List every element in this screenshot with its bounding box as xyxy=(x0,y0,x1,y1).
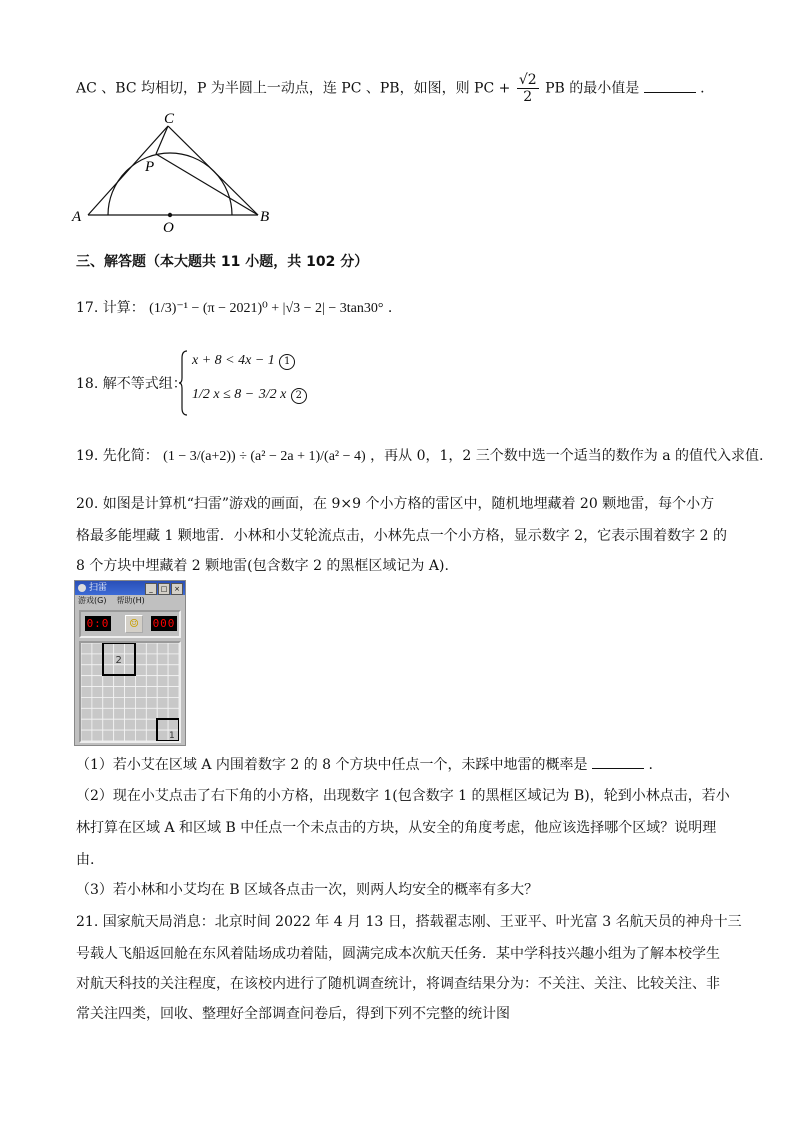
mine-cell[interactable] xyxy=(135,719,146,730)
mine-cell[interactable] xyxy=(135,730,146,741)
q19-prefix: 19. 先化简： xyxy=(76,448,159,464)
mine-cell[interactable] xyxy=(168,654,179,665)
mine-cell[interactable] xyxy=(146,654,157,665)
mine-cell[interactable] xyxy=(125,643,136,654)
q20-line-2: 格最多能埋藏 1 颗地雷．小林和小艾轮流点击，小林先点一个小方格，显示数字 2，它表示围着数字 2 的 xyxy=(76,528,727,544)
mine-cell[interactable] xyxy=(125,687,136,698)
q17-expression: (1/3)⁻¹ − (π − 2021)⁰ + |√3 − 2| − 3tan30° xyxy=(149,301,384,316)
mine-cell[interactable] xyxy=(92,708,103,719)
mine-cell[interactable] xyxy=(168,687,179,698)
q17-prefix: 17. 计算： xyxy=(76,300,145,316)
mine-cell[interactable] xyxy=(157,643,168,654)
mine-cell[interactable] xyxy=(168,719,179,730)
mine-cell[interactable] xyxy=(81,730,92,741)
q17-end: . xyxy=(387,300,393,316)
mine-cell[interactable] xyxy=(157,730,168,741)
q16-end: . xyxy=(700,80,705,97)
mine-cell[interactable] xyxy=(92,654,103,665)
mine-cell[interactable] xyxy=(81,719,92,730)
mine-cell[interactable] xyxy=(92,687,103,698)
q21-line-3: 对航天科技的关注程度，在该校内进行了随机调查统计，将调查结果分为：不关注、关注、比较关注、非 xyxy=(76,976,720,992)
mine-cell[interactable] xyxy=(157,697,168,708)
q20-line-3: 8 个方块中埋藏着 2 颗地雷(包含数字 2 的黑框区域记为 A). xyxy=(76,558,449,574)
mine-cell[interactable] xyxy=(157,654,168,665)
mine-cell[interactable] xyxy=(103,697,114,708)
smiley-reset-button[interactable]: ☺ xyxy=(125,615,143,633)
mine-cell[interactable] xyxy=(135,643,146,654)
timer-display: 000 xyxy=(152,617,176,630)
mine-cell[interactable] xyxy=(81,654,92,665)
mine-cell[interactable] xyxy=(125,654,136,665)
q18-inequality-2a: 1/2 x ≤ 8 − xyxy=(192,387,255,402)
cell-number-2: 2 xyxy=(115,655,122,666)
mine-cell[interactable] xyxy=(157,676,168,687)
mine-cell[interactable] xyxy=(114,719,125,730)
mine-cell[interactable] xyxy=(168,643,179,654)
window-buttons xyxy=(145,583,183,595)
center-o-dot xyxy=(168,213,172,217)
mine-cell[interactable] xyxy=(92,719,103,730)
q20-part-3: （3）若小林和小艾均在 B 区域各点击一次，则两人均安全的概率有多大？ xyxy=(76,882,539,898)
mine-cell[interactable] xyxy=(146,687,157,698)
q18-mark-1: 1 xyxy=(279,354,295,370)
label-b: B xyxy=(260,209,270,225)
mine-cell[interactable] xyxy=(135,687,146,698)
mine-cell[interactable] xyxy=(157,719,168,730)
q18-system xyxy=(178,350,308,418)
q21-line-4: 常关注四类，回收、整理好全部调查问卷后，得到下列不完整的统计图 xyxy=(76,1006,510,1022)
mine-cell[interactable] xyxy=(157,665,168,676)
side-ac xyxy=(88,126,168,215)
q20-part-2-line-3: 由. xyxy=(76,852,95,868)
cell-number-1: 1 xyxy=(169,731,175,741)
mine-cell[interactable] xyxy=(81,697,92,708)
mine-cell[interactable] xyxy=(103,719,114,730)
mine-cell[interactable] xyxy=(157,708,168,719)
mine-cell[interactable] xyxy=(103,730,114,741)
mine-cell[interactable] xyxy=(125,697,136,708)
q16-text-1: AC 、BC 均相切，P 为半圆上一动点，连 PC 、PB，如图，则 PC + xyxy=(76,80,511,97)
q18-brace xyxy=(178,350,188,416)
maximize-button[interactable]: □ xyxy=(158,583,170,595)
label-o: O xyxy=(163,220,174,233)
mine-cell[interactable] xyxy=(114,708,125,719)
mine-cell[interactable] xyxy=(92,676,103,687)
minesweeper-status-panel xyxy=(79,610,181,638)
mine-cell[interactable] xyxy=(103,654,114,665)
mine-cell[interactable] xyxy=(114,687,125,698)
q16-coef-den: 2 xyxy=(523,89,533,105)
segment-pc xyxy=(156,126,168,154)
mine-cell[interactable] xyxy=(81,676,92,687)
mine-cell[interactable] xyxy=(146,665,157,676)
q18-prefix: 18. 解不等式组： xyxy=(76,376,187,392)
mine-cell[interactable] xyxy=(146,697,157,708)
q18-mark-2: 2 xyxy=(291,388,307,404)
q16-coefficient xyxy=(517,72,539,105)
q20-part-1 xyxy=(76,754,653,775)
mine-cell[interactable] xyxy=(168,665,179,676)
mine-cell[interactable] xyxy=(114,730,125,741)
mine-cell[interactable] xyxy=(168,676,179,687)
mine-cell[interactable] xyxy=(135,654,146,665)
menu-game[interactable]: 游戏(G) xyxy=(78,596,107,605)
mine-cell[interactable] xyxy=(103,643,114,654)
q21-line-1: 21. 国家航天局消息：北京时间 2022 年 4 月 13 日，搭载翟志刚、王亚平、叶光富 3 名航天员的神舟十三 xyxy=(76,914,742,930)
q17 xyxy=(76,298,392,324)
mine-cell[interactable] xyxy=(135,665,146,676)
mine-cell[interactable] xyxy=(92,730,103,741)
section-3-heading: 三、解答题（本大题共 11 小题，共 102 分） xyxy=(76,254,369,270)
mine-cell[interactable] xyxy=(81,708,92,719)
mine-cell[interactable] xyxy=(146,643,157,654)
q20-line-1: 20. 如图是计算机“扫雷”游戏的画面，在 9×9 个小方格的雷区中，随机地埋藏着 20 颗地雷，每个小方 xyxy=(76,496,715,512)
mine-cell[interactable] xyxy=(146,708,157,719)
mine-cell[interactable] xyxy=(125,708,136,719)
q21-line-2: 号载人飞船返回舱在东风着陆场成功着陆，圆满完成本次航天任务．某中学科技兴趣小组为了解本校学生 xyxy=(76,946,720,962)
mine-counter: 0:0 xyxy=(86,617,110,630)
segment-pb xyxy=(156,154,258,215)
mine-cell[interactable] xyxy=(146,730,157,741)
q20-part-1-blank[interactable] xyxy=(592,754,644,769)
mine-cell[interactable] xyxy=(168,697,179,708)
q16-coef-num: √2 xyxy=(518,72,537,88)
mine-cell[interactable] xyxy=(81,687,92,698)
mine-cell[interactable] xyxy=(125,719,136,730)
mine-cell[interactable] xyxy=(103,708,114,719)
mine-cell[interactable] xyxy=(135,697,146,708)
minefield-grid[interactable] xyxy=(79,641,181,743)
minesweeper-window xyxy=(74,580,186,746)
q19-expression: (1 − 3/(a+2)) ÷ (a² − 2a + 1)/(a² − 4) xyxy=(163,449,366,464)
q20-part-2-line-1: （2）现在小艾点击了右下角的小方格，出现数字 1(包含数字 1 的黑框区域记为 B)，轮到小林点击，若小 xyxy=(76,788,730,804)
mine-cell[interactable] xyxy=(146,719,157,730)
mine-cell[interactable] xyxy=(114,643,125,654)
mine-cell[interactable] xyxy=(146,676,157,687)
mine-cell[interactable] xyxy=(92,665,103,676)
mine-cell[interactable] xyxy=(114,697,125,708)
close-button[interactable]: × xyxy=(171,583,183,595)
mine-cell[interactable] xyxy=(135,708,146,719)
q16-text-2: PB 的最小值是 xyxy=(545,80,640,97)
q19 xyxy=(76,446,763,467)
minesweeper-app-icon xyxy=(78,584,86,592)
q16-answer-blank[interactable] xyxy=(644,78,696,93)
menu-help[interactable]: 帮助(H) xyxy=(116,596,145,605)
minesweeper-title: 扫雷 xyxy=(89,583,108,593)
mine-cell[interactable] xyxy=(81,665,92,676)
mine-cell[interactable] xyxy=(125,730,136,741)
q19-suffix: ，再从 0，1，2 三个数中选一个适当的数作为 a 的值代入求值. xyxy=(370,448,764,464)
minesweeper-titlebar xyxy=(75,581,185,595)
label-a: A xyxy=(72,209,82,225)
q20-part-1-text: （1）若小艾在区域 A 内围着数字 2 的 8 个方块中任点一个，未踩中地雷的概率是 xyxy=(76,757,588,773)
q20-part-2-line-2: 林打算在区域 A 和区域 B 中任点一个未点击的方块，从安全的角度考虑，他应该选择哪个区域？说明理 xyxy=(76,820,717,836)
q20-part-1-end: . xyxy=(648,757,653,773)
mine-cell[interactable] xyxy=(125,676,136,687)
q16-tail xyxy=(76,72,705,105)
geometry-figure xyxy=(70,108,280,233)
mine-cell[interactable] xyxy=(168,708,179,719)
mine-cell[interactable] xyxy=(114,676,125,687)
label-p: P xyxy=(145,159,155,175)
mine-cell[interactable] xyxy=(103,687,114,698)
q18-inequality-1: x + 8 < 4x − 1 xyxy=(192,353,275,368)
mine-cell[interactable] xyxy=(135,676,146,687)
minimize-button[interactable]: _ xyxy=(145,583,157,595)
mine-cell[interactable] xyxy=(92,643,103,654)
mine-cell[interactable] xyxy=(92,697,103,708)
mine-cell[interactable] xyxy=(157,687,168,698)
minesweeper-menubar xyxy=(75,595,185,607)
q18-inequality-2b: 3/2 x xyxy=(258,387,287,402)
label-c: C xyxy=(164,111,175,127)
mine-cell[interactable] xyxy=(81,643,92,654)
mine-cell[interactable] xyxy=(103,676,114,687)
